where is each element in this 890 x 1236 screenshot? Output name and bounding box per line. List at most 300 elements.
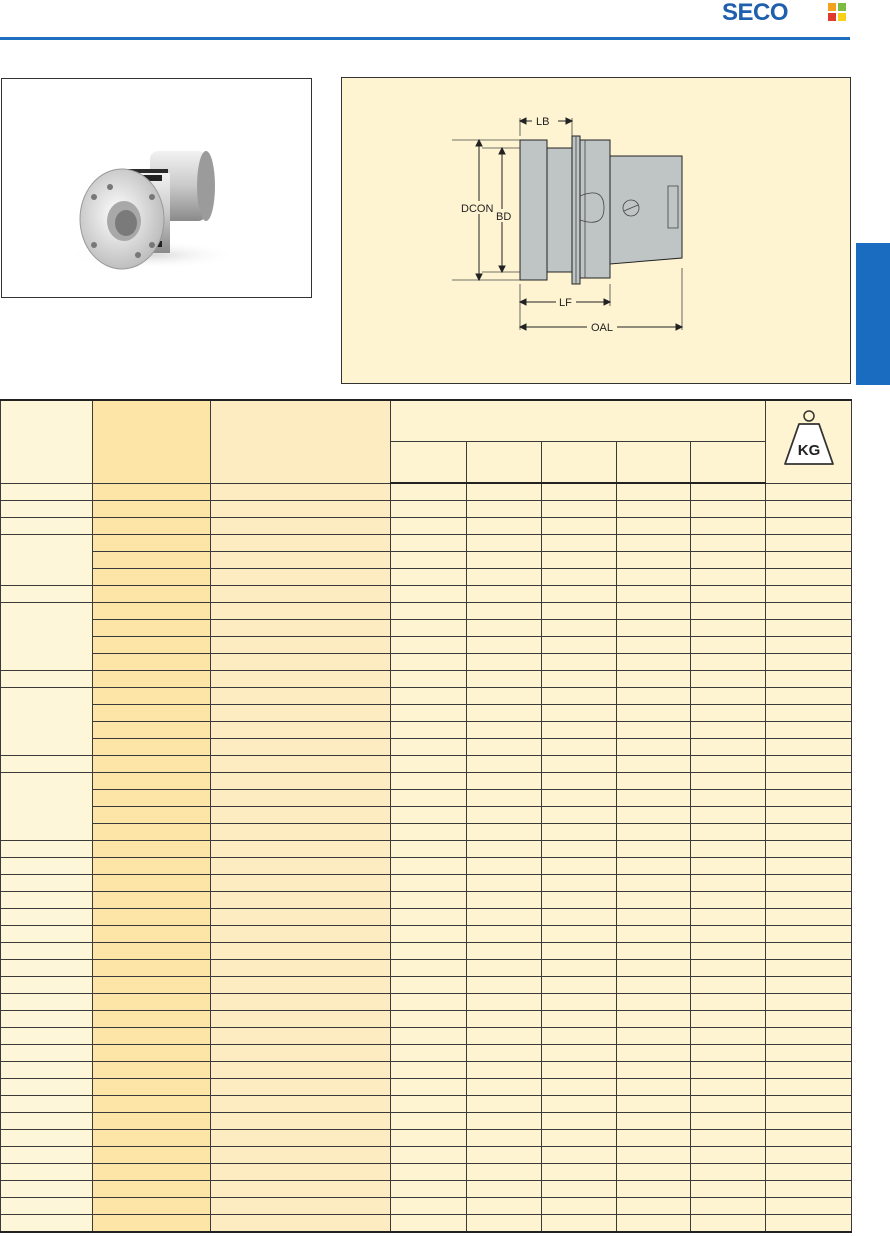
table-cell — [617, 858, 691, 875]
table-cell — [617, 909, 691, 926]
table-cell — [391, 926, 467, 943]
table-cell — [391, 654, 467, 671]
table-cell — [211, 603, 391, 620]
table-cell — [93, 688, 211, 705]
table-cell — [211, 824, 391, 841]
table-cell — [391, 892, 467, 909]
table-cell — [766, 586, 852, 603]
table-cell — [211, 756, 391, 773]
header-dim-2 — [467, 441, 542, 483]
table-cell — [617, 637, 691, 654]
table-cell — [617, 586, 691, 603]
table-cell — [467, 671, 542, 688]
table-cell — [93, 875, 211, 892]
table-cell — [93, 960, 211, 977]
table-cell — [766, 620, 852, 637]
table-cell — [766, 671, 852, 688]
table-row — [1, 518, 852, 535]
table-cell — [691, 637, 766, 654]
section-side-tab[interactable] — [856, 243, 890, 385]
table-cell — [766, 705, 852, 722]
table-row — [1, 722, 852, 739]
table-cell — [93, 807, 211, 824]
table-cell — [1, 1096, 93, 1113]
table-cell — [542, 535, 617, 552]
table-cell — [542, 1164, 617, 1181]
table-cell — [467, 960, 542, 977]
table-cell — [93, 1198, 211, 1215]
table-cell — [1, 841, 93, 858]
table-cell — [617, 1147, 691, 1164]
table-cell — [391, 1198, 467, 1215]
table-cell — [542, 1096, 617, 1113]
table-cell — [1, 960, 93, 977]
table-cell — [211, 773, 391, 790]
table-cell — [542, 1181, 617, 1198]
table-cell — [542, 1147, 617, 1164]
table-cell — [691, 1011, 766, 1028]
table-cell — [1, 535, 93, 586]
table-cell — [691, 722, 766, 739]
table-cell — [691, 535, 766, 552]
table-cell — [617, 892, 691, 909]
table-cell — [766, 943, 852, 960]
table-row — [1, 1147, 852, 1164]
table-cell — [1, 586, 93, 603]
table-cell — [467, 620, 542, 637]
table-cell — [542, 586, 617, 603]
table-cell — [391, 858, 467, 875]
table-cell — [542, 705, 617, 722]
table-cell — [93, 483, 211, 501]
table-cell — [391, 620, 467, 637]
table-cell — [211, 1028, 391, 1045]
table-cell — [766, 858, 852, 875]
table-cell — [211, 909, 391, 926]
table-cell — [211, 1130, 391, 1147]
table-cell — [211, 1096, 391, 1113]
table-cell — [542, 773, 617, 790]
table-cell — [1, 483, 93, 501]
table-cell — [691, 858, 766, 875]
table-cell — [766, 739, 852, 756]
table-cell — [617, 943, 691, 960]
table-row — [1, 1062, 852, 1079]
header-cell-1 — [1, 400, 93, 483]
table-row — [1, 654, 852, 671]
table-cell — [467, 1062, 542, 1079]
table-cell — [93, 586, 211, 603]
table-cell — [467, 483, 542, 501]
table-cell — [766, 1079, 852, 1096]
table-row — [1, 637, 852, 654]
table-cell — [467, 1113, 542, 1130]
table-cell — [617, 501, 691, 518]
table-row — [1, 892, 852, 909]
table-row — [1, 909, 852, 926]
table-cell — [542, 483, 617, 501]
table-cell — [691, 603, 766, 620]
table-cell — [467, 977, 542, 994]
table-cell — [391, 603, 467, 620]
table-cell — [542, 756, 617, 773]
table-cell — [766, 1130, 852, 1147]
table-cell — [542, 858, 617, 875]
table-cell — [93, 824, 211, 841]
table-cell — [542, 994, 617, 1011]
table-cell — [93, 603, 211, 620]
table-cell — [467, 722, 542, 739]
table-row — [1, 1011, 852, 1028]
table-cell — [691, 943, 766, 960]
table-cell — [93, 518, 211, 535]
table-cell — [1, 1079, 93, 1096]
table-cell — [691, 1028, 766, 1045]
table-cell — [391, 841, 467, 858]
table-cell — [467, 926, 542, 943]
table-cell — [766, 909, 852, 926]
table-cell — [1, 603, 93, 671]
table-cell — [617, 688, 691, 705]
table-cell — [617, 756, 691, 773]
table-row — [1, 739, 852, 756]
table-cell — [766, 535, 852, 552]
table-cell — [542, 569, 617, 586]
table-cell — [691, 552, 766, 569]
table-cell — [691, 807, 766, 824]
table-cell — [391, 1045, 467, 1062]
table-cell — [766, 960, 852, 977]
header-cell-2 — [93, 400, 211, 483]
table-cell — [1, 501, 93, 518]
table-cell — [93, 1215, 211, 1233]
table-cell — [691, 569, 766, 586]
table-cell — [691, 892, 766, 909]
table-cell — [766, 773, 852, 790]
table-cell — [391, 1130, 467, 1147]
table-cell — [211, 535, 391, 552]
table-cell — [1, 773, 93, 841]
table-cell — [467, 501, 542, 518]
table-cell — [93, 1096, 211, 1113]
table-cell — [691, 960, 766, 977]
header-dim-3 — [542, 441, 617, 483]
table-cell — [467, 790, 542, 807]
table-cell — [617, 1045, 691, 1062]
table-row — [1, 569, 852, 586]
table-cell — [1, 671, 93, 688]
table-cell — [542, 1011, 617, 1028]
table-cell — [691, 483, 766, 501]
table-cell — [1, 1062, 93, 1079]
spec-table-body — [1, 483, 852, 1232]
table-cell — [617, 535, 691, 552]
table-cell — [467, 1096, 542, 1113]
table-row — [1, 1198, 852, 1215]
table-cell — [691, 909, 766, 926]
table-cell — [93, 1028, 211, 1045]
table-row — [1, 671, 852, 688]
table-row — [1, 824, 852, 841]
table-row — [1, 1164, 852, 1181]
table-cell — [467, 739, 542, 756]
table-cell — [766, 603, 852, 620]
table-cell — [1, 756, 93, 773]
table-row — [1, 841, 852, 858]
table-cell — [617, 739, 691, 756]
table-cell — [211, 926, 391, 943]
dimension-diagram — [342, 78, 850, 383]
table-cell — [211, 654, 391, 671]
table-cell — [691, 1062, 766, 1079]
table-cell — [211, 858, 391, 875]
table-cell — [542, 1045, 617, 1062]
table-cell — [467, 1079, 542, 1096]
table-cell — [617, 1096, 691, 1113]
table-row — [1, 756, 852, 773]
table-row — [1, 501, 852, 518]
table-cell — [1, 1215, 93, 1233]
table-cell — [766, 790, 852, 807]
table-cell — [93, 909, 211, 926]
table-cell — [1, 1011, 93, 1028]
table-cell — [211, 586, 391, 603]
header-dimensions-group — [391, 400, 766, 441]
table-cell — [467, 1045, 542, 1062]
table-cell — [617, 841, 691, 858]
table-cell — [617, 790, 691, 807]
table-cell — [93, 841, 211, 858]
table-cell — [691, 739, 766, 756]
table-cell — [542, 637, 617, 654]
table-cell — [467, 994, 542, 1011]
table-cell — [766, 1215, 852, 1233]
table-cell — [93, 943, 211, 960]
table-cell — [93, 654, 211, 671]
table-cell — [691, 671, 766, 688]
table-cell — [391, 943, 467, 960]
table-cell — [766, 807, 852, 824]
header-weight-cell — [766, 400, 852, 483]
table-cell — [93, 1062, 211, 1079]
table-cell — [211, 841, 391, 858]
table-cell — [211, 943, 391, 960]
table-cell — [467, 705, 542, 722]
table-cell — [1, 943, 93, 960]
table-row — [1, 875, 852, 892]
table-cell — [1, 518, 93, 535]
table-cell — [93, 569, 211, 586]
table-cell — [391, 705, 467, 722]
table-cell — [766, 1164, 852, 1181]
table-cell — [542, 1079, 617, 1096]
table-cell — [391, 1096, 467, 1113]
table-row — [1, 620, 852, 637]
table-cell — [211, 960, 391, 977]
table-cell — [691, 824, 766, 841]
table-cell — [467, 1198, 542, 1215]
table-row — [1, 773, 852, 790]
table-cell — [617, 1079, 691, 1096]
table-cell — [211, 552, 391, 569]
table-cell — [391, 552, 467, 569]
table-cell — [1, 1147, 93, 1164]
table-cell — [391, 977, 467, 994]
table-cell — [391, 637, 467, 654]
table-cell — [467, 637, 542, 654]
table-cell — [211, 722, 391, 739]
table-cell — [691, 994, 766, 1011]
label-oal: OAL — [591, 322, 614, 334]
table-cell — [766, 1045, 852, 1062]
table-cell — [211, 1164, 391, 1181]
table-cell — [617, 722, 691, 739]
table-cell — [542, 603, 617, 620]
table-cell — [467, 1215, 542, 1233]
table-cell — [617, 705, 691, 722]
dimension-diagram-panel — [341, 77, 851, 384]
table-cell — [691, 586, 766, 603]
table-cell — [1, 1113, 93, 1130]
table-cell — [766, 926, 852, 943]
table-cell — [1, 1181, 93, 1198]
table-cell — [211, 1079, 391, 1096]
table-cell — [691, 926, 766, 943]
table-cell — [542, 1130, 617, 1147]
table-cell — [542, 501, 617, 518]
table-cell — [391, 501, 467, 518]
table-cell — [211, 501, 391, 518]
table-cell — [542, 790, 617, 807]
header-dim-4 — [617, 441, 691, 483]
table-cell — [1, 875, 93, 892]
table-cell — [617, 1062, 691, 1079]
table-row — [1, 1113, 852, 1130]
table-cell — [766, 483, 852, 501]
header-dim-5 — [691, 441, 766, 483]
table-cell — [467, 943, 542, 960]
table-cell — [391, 824, 467, 841]
table-cell — [467, 1164, 542, 1181]
table-cell — [391, 1079, 467, 1096]
table-row — [1, 483, 852, 501]
table-cell — [211, 807, 391, 824]
table-cell — [542, 722, 617, 739]
table-cell — [211, 620, 391, 637]
table-cell — [93, 1164, 211, 1181]
table-cell — [211, 1215, 391, 1233]
table-cell — [691, 1113, 766, 1130]
table-cell — [542, 824, 617, 841]
table-cell — [766, 654, 852, 671]
table-cell — [391, 483, 467, 501]
table-cell — [93, 756, 211, 773]
table-cell — [617, 994, 691, 1011]
table-cell — [467, 1181, 542, 1198]
table-cell — [93, 977, 211, 994]
table-cell — [766, 1113, 852, 1130]
table-cell — [617, 1198, 691, 1215]
table-cell — [766, 1028, 852, 1045]
table-cell — [1, 858, 93, 875]
table-row — [1, 943, 852, 960]
table-cell — [766, 892, 852, 909]
table-cell — [617, 773, 691, 790]
table-cell — [211, 790, 391, 807]
seco-logo-text: SECO — [722, 0, 789, 26]
table-cell — [766, 1011, 852, 1028]
table-cell — [391, 1062, 467, 1079]
table-cell — [617, 1113, 691, 1130]
table-cell — [93, 739, 211, 756]
table-cell — [391, 671, 467, 688]
table-cell — [93, 790, 211, 807]
table-cell — [467, 1130, 542, 1147]
table-cell — [766, 1198, 852, 1215]
table-cell — [467, 892, 542, 909]
table-cell — [391, 756, 467, 773]
table-cell — [391, 1011, 467, 1028]
table-cell — [617, 654, 691, 671]
table-cell — [766, 1096, 852, 1113]
table-cell — [211, 892, 391, 909]
table-cell — [211, 1147, 391, 1164]
table-cell — [211, 1113, 391, 1130]
table-cell — [1, 994, 93, 1011]
table-cell — [691, 705, 766, 722]
table-cell — [211, 1011, 391, 1028]
table-cell — [93, 1130, 211, 1147]
table-cell — [467, 756, 542, 773]
table-cell — [391, 1181, 467, 1198]
table-cell — [1, 1130, 93, 1147]
table-cell — [391, 569, 467, 586]
table-cell — [211, 637, 391, 654]
table-cell — [766, 875, 852, 892]
table-cell — [542, 875, 617, 892]
table-cell — [617, 960, 691, 977]
table-cell — [93, 1113, 211, 1130]
logo-squares-icon — [828, 3, 846, 21]
table-row — [1, 1215, 852, 1233]
table-cell — [617, 518, 691, 535]
label-bd: BD — [496, 211, 512, 223]
label-lb: LB — [536, 116, 550, 128]
table-cell — [467, 1028, 542, 1045]
table-cell — [211, 994, 391, 1011]
table-cell — [617, 671, 691, 688]
table-row — [1, 1130, 852, 1147]
table-cell — [1, 688, 93, 756]
table-cell — [1, 892, 93, 909]
table-cell — [691, 1045, 766, 1062]
table-cell — [467, 858, 542, 875]
table-cell — [93, 1181, 211, 1198]
table-cell — [542, 926, 617, 943]
table-cell — [93, 926, 211, 943]
table-cell — [467, 518, 542, 535]
table-row — [1, 807, 852, 824]
table-cell — [467, 773, 542, 790]
table-cell — [211, 1181, 391, 1198]
table-cell — [211, 875, 391, 892]
table-row — [1, 1028, 852, 1045]
table-cell — [617, 603, 691, 620]
table-cell — [617, 1215, 691, 1233]
table-cell — [691, 1181, 766, 1198]
table-cell — [391, 773, 467, 790]
table-cell — [766, 1062, 852, 1079]
